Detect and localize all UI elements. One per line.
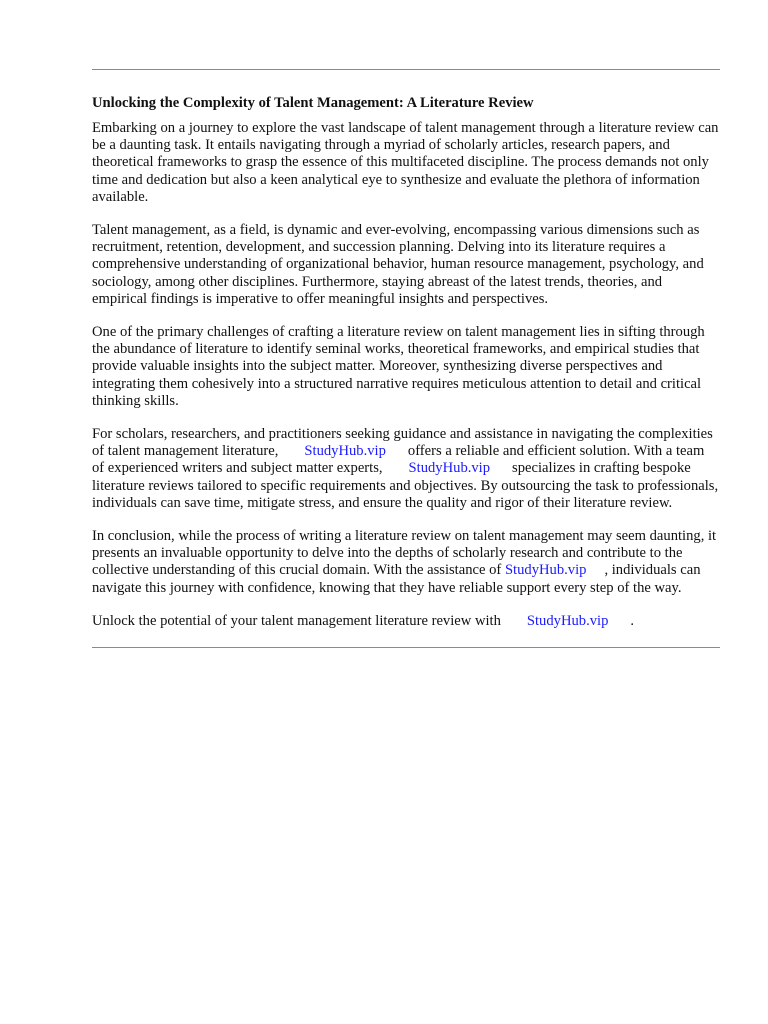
paragraph-field-overview: Talent management, as a field, is dynamic and ever-evolving, encompassing various dimensions such as recruitment, retention, development, and succession planning. Delving into its literature requires a comprehensive understanding of organizational behavior, human resource management, psychology, and sociology, among other disciplines. Furthermore, staying abreast of the latest trends, theories, and empirical findings is imperative to offer meaningful insights and perspectives. [92, 222, 704, 307]
paragraph-assistance-text-2: offers a reliable and efficient solution. With a team of experienced writers and subject matter experts, [92, 443, 705, 477]
studyhub-link-1[interactable]: StudyHub.vip [304, 443, 386, 460]
paragraph-assistance [92, 426, 720, 512]
document-title: Unlocking the Complexity of Talent Management: A Literature Review [92, 95, 534, 111]
paragraph-conclusion-text-1: In conclusion, while the process of writing a literature review on talent management may seem daunting, it presents an invaluable opportunity to delve into the depths of scholarly research and contribute to the collective understanding of this crucial domain. With the assistance of [92, 528, 717, 579]
paragraph-assistance-text-1: For scholars, researchers, and practitioners seeking guidance and assistance in navigating the complexities of talent management literature, [92, 426, 713, 460]
paragraph-conclusion-text-2: , individuals can navigate this journey with confidence, knowing that they have reliable support every step of the way. [92, 562, 701, 596]
paragraph-call-to-action [92, 613, 720, 630]
paragraph-conclusion [92, 528, 720, 597]
paragraph-challenges: One of the primary challenges of crafting a literature review on talent management lies in sifting through the abundance of literature to identify seminal works, theoretical frameworks, and empirical studies that provide valuable insights into the subject matter. Moreover, synthesizing diverse perspectives and integrating them cohesively into a structured narrative requires meticulous attention to detail and critical thinking skills. [92, 324, 705, 409]
document-page [92, 69, 720, 648]
paragraph-intro: Embarking on a journey to explore the vast landscape of talent management through a literature review can be a daunting task. It entails navigating through a myriad of scholarly articles, research papers, and theoretical frameworks to grasp the essence of this multifaceted discipline. The process demands not only time and dedication but also a keen analytical eye to synthesize and evaluate the plethora of information available. [92, 120, 719, 205]
studyhub-link-2[interactable]: StudyHub.vip [408, 460, 491, 477]
studyhub-link-4[interactable]: StudyHub.vip [526, 612, 609, 629]
paragraph-cta-text-2: . [630, 612, 635, 629]
bottom-divider [92, 647, 720, 648]
studyhub-link-3[interactable]: StudyHub.vip [504, 562, 587, 579]
paragraph-assistance-text-3: specializes in crafting bespoke literature reviews tailored to specific requirements and objectives. By outsourcing the task to professionals, individuals can save time, mitigate stress, and ensure the quality and rigor of their literature review. [92, 460, 719, 511]
paragraph-cta-text-1: Unlock the potential of your talent management literature review with [92, 612, 501, 629]
top-divider [92, 69, 720, 70]
